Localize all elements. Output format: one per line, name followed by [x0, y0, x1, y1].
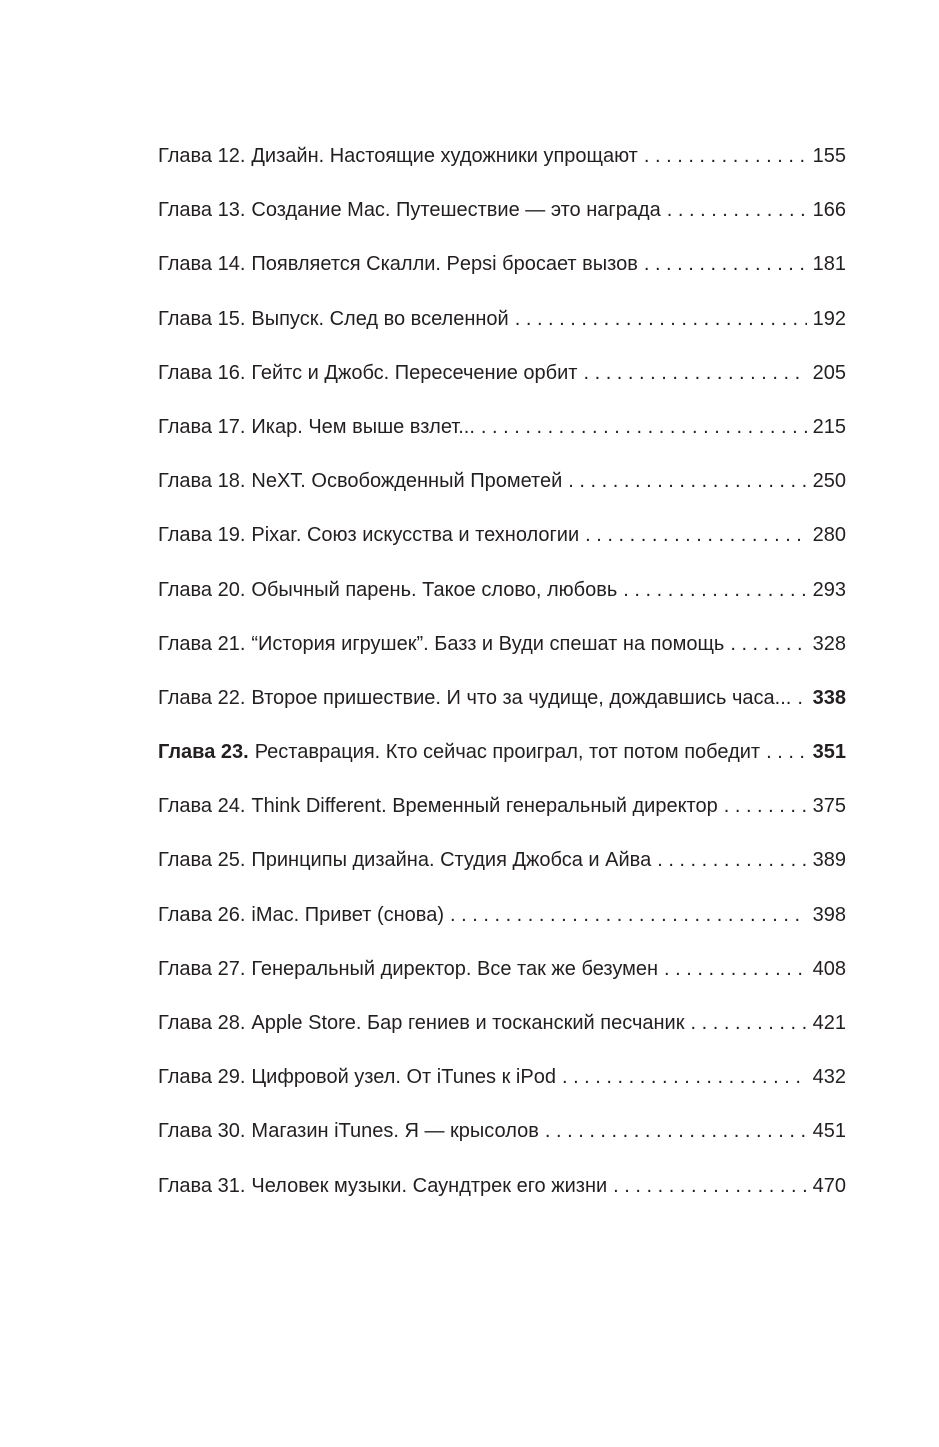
chapter-title: Икар. Чем выше взлет...: [251, 415, 475, 438]
dot-leader: [724, 790, 807, 822]
chapter-label: Глава 23.: [158, 741, 249, 764]
chapter-title: Магазин iTunes. Я — крысолов: [251, 1120, 539, 1143]
page-number: 389: [812, 849, 846, 872]
dot-leader: [623, 574, 806, 606]
dot-leader: [450, 899, 807, 931]
dot-leader: [644, 248, 807, 280]
chapter-title: Создание Mac. Путешествие — это награда: [251, 199, 661, 222]
toc-entry-ch15[interactable]: [158, 303, 846, 357]
chapter-label: Глава 15.: [158, 307, 246, 330]
chapter-title: Apple Store. Бар гениев и тосканский песчаник: [251, 1012, 685, 1034]
chapter-label: Глава 17.: [158, 415, 246, 438]
toc-entry-ch23[interactable]: [158, 736, 846, 790]
chapter-title: Генеральный директор. Все так же безумен: [251, 957, 659, 980]
dot-leader: [797, 682, 806, 714]
toc-entry-ch13[interactable]: [158, 194, 846, 248]
toc-entry-ch17[interactable]: [158, 411, 846, 465]
chapter-label: Глава 12.: [158, 145, 246, 167]
toc-entry-ch18[interactable]: [158, 465, 846, 519]
dot-leader: [515, 303, 807, 335]
chapter-label: Глава 22.: [158, 686, 246, 709]
toc-entry-ch27[interactable]: [158, 953, 846, 1007]
page-number: 280: [812, 524, 846, 547]
chapter-label: Глава 29.: [158, 1066, 246, 1089]
dot-leader: [644, 140, 807, 172]
page-number: 155: [812, 145, 846, 167]
page-number: 432: [812, 1066, 846, 1089]
dot-leader: [562, 1061, 807, 1093]
chapter-title: “История игрушек”. Базз и Вуди спешат на помощь: [251, 632, 725, 655]
page-number: 293: [812, 578, 846, 601]
toc-entry-ch26[interactable]: [158, 899, 846, 953]
toc-entry-ch20[interactable]: [158, 574, 846, 628]
page-number: 250: [812, 470, 846, 493]
page-number: 451: [812, 1120, 846, 1143]
toc-entry-ch24[interactable]: [158, 790, 846, 844]
page-number: 338: [812, 686, 846, 709]
chapter-label: Глава 21.: [158, 632, 246, 655]
chapter-title: NeXT. Освобожденный Прометей: [251, 470, 563, 493]
dot-leader: [667, 194, 807, 226]
chapter-title: Человек музыки. Саундтрек его жизни: [251, 1174, 608, 1197]
chapter-label: Глава 19.: [158, 524, 246, 547]
chapter-title: Pixar. Союз искусства и технологии: [251, 524, 580, 547]
chapter-title: Обычный парень. Такое слово, любовь: [251, 578, 618, 601]
chapter-label: Глава 28.: [158, 1012, 246, 1034]
chapter-label: Глава 27.: [158, 957, 246, 980]
chapter-label: Глава 24.: [158, 795, 246, 818]
page-number: 375: [812, 795, 846, 818]
page-number: 192: [812, 307, 846, 330]
dot-leader: [481, 411, 807, 443]
toc-entry-ch31[interactable]: [158, 1170, 846, 1224]
page-number: 470: [812, 1174, 846, 1197]
page-number: 421: [812, 1012, 846, 1034]
chapter-title: iMac. Привет (снова): [251, 903, 444, 926]
toc-entry-ch28[interactable]: [158, 1007, 846, 1061]
toc-entry-ch16[interactable]: [158, 357, 846, 411]
chapter-label: Глава 25.: [158, 849, 246, 872]
chapter-title: Гейтс и Джобс. Пересечение орбит: [251, 361, 578, 384]
dot-leader: [766, 736, 807, 768]
dot-leader: [730, 628, 806, 660]
chapter-title: Появляется Скалли. Pepsi бросает вызов: [251, 253, 638, 276]
chapter-title: Цифровой узел. От iTunes к iPod: [251, 1066, 556, 1089]
dot-leader: [545, 1115, 807, 1147]
toc-entry-ch25[interactable]: [158, 844, 846, 898]
page-number: 181: [812, 253, 846, 276]
toc-entry-ch21[interactable]: [158, 628, 846, 682]
toc-entry-ch14[interactable]: [158, 248, 846, 302]
chapter-title: Принципы дизайна. Студия Джобса и Айва: [251, 849, 652, 872]
page-number: 166: [812, 199, 846, 222]
chapter-label: Глава 14.: [158, 253, 246, 276]
chapter-title: Реставрация. Кто сейчас проиграл, тот потом победит: [254, 741, 761, 764]
chapter-title: Выпуск. След во вселенной: [251, 307, 509, 330]
toc-entry-ch19[interactable]: [158, 519, 846, 573]
toc-entry-ch30[interactable]: [158, 1115, 846, 1169]
dot-leader: [568, 465, 806, 497]
toc-entry-ch29[interactable]: [158, 1061, 846, 1115]
chapter-label: Глава 31.: [158, 1174, 246, 1197]
chapter-title: Дизайн. Настоящие художники упрощают: [251, 145, 638, 167]
chapter-label: Глава 26.: [158, 903, 246, 926]
dot-leader: [583, 357, 806, 389]
dot-leader: [690, 1007, 806, 1039]
chapter-label: Глава 20.: [158, 578, 246, 601]
chapter-label: Глава 16.: [158, 361, 246, 384]
chapter-label: Глава 18.: [158, 470, 246, 493]
chapter-label: Глава 13.: [158, 199, 246, 222]
toc-entry-ch22[interactable]: [158, 682, 846, 736]
dot-leader: [657, 844, 806, 876]
page-number: 408: [812, 957, 846, 980]
page-number: 398: [812, 903, 846, 926]
dot-leader: [585, 519, 806, 551]
chapter-title: Think Different. Временный генеральный директор: [251, 795, 718, 818]
page-number: 205: [812, 361, 846, 384]
page-number: 215: [812, 415, 846, 438]
table-of-contents: [158, 140, 846, 1224]
chapter-label: Глава 30.: [158, 1120, 246, 1143]
page-number: 328: [812, 632, 846, 655]
dot-leader: [613, 1170, 806, 1202]
toc-entry-ch12[interactable]: [158, 140, 846, 194]
page-number: 351: [812, 741, 846, 764]
dot-leader: [664, 953, 807, 985]
chapter-title: Второе пришествие. И что за чудище, дождавшись часа...: [251, 686, 792, 709]
